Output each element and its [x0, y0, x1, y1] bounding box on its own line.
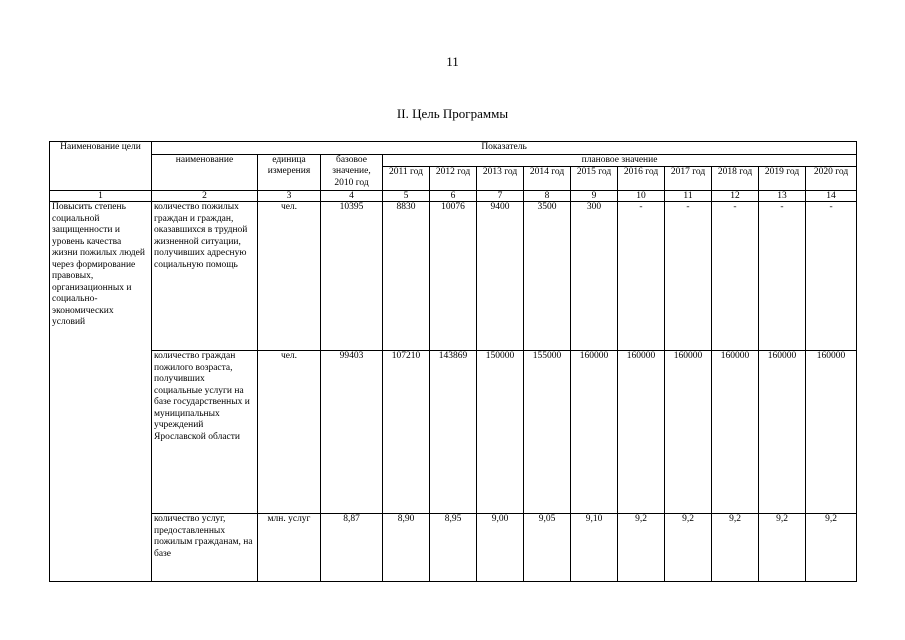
- indicator-value: -: [618, 202, 665, 351]
- indicator-value: 150000: [477, 351, 524, 514]
- table-row: [50, 514, 857, 582]
- indicator-value: -: [759, 202, 806, 351]
- header-year: 2019 год: [759, 167, 806, 191]
- column-number: 7: [477, 191, 524, 202]
- indicator-value: -: [806, 202, 857, 351]
- header-year: 2016 год: [618, 167, 665, 191]
- column-number: 10: [618, 191, 665, 202]
- header-planned: плановое значение: [383, 154, 857, 167]
- indicator-value: 8,95: [430, 514, 477, 582]
- indicator-value: 3500: [524, 202, 571, 351]
- column-number: 3: [258, 191, 321, 202]
- indicator-name: количество граждан пожилого возраста, получивших социальные услуги на базе государственных и муниципальных учреждений Ярославской области: [152, 351, 258, 514]
- goal-cell: Повысить степень социальной защищенности и уровень качества жизни пожилых людей через формирование правовых, организационных и социально-экономических условий: [50, 202, 152, 582]
- header-year: 2012 год: [430, 167, 477, 191]
- header-year: 2014 год: [524, 167, 571, 191]
- indicator-value: 9,00: [477, 514, 524, 582]
- column-number: 2: [152, 191, 258, 202]
- column-number: 5: [383, 191, 430, 202]
- indicator-value: 160000: [571, 351, 618, 514]
- page-number: 11: [446, 54, 459, 69]
- section-title: II. Цель Программы: [396, 106, 509, 121]
- header-year: 2013 год: [477, 167, 524, 191]
- indicator-value: 9,2: [665, 514, 712, 582]
- header-indicator: Показатель: [152, 142, 857, 155]
- indicator-unit: чел.: [258, 351, 321, 514]
- indicator-base: 8,87: [321, 514, 383, 582]
- indicator-unit: млн. услуг: [258, 514, 321, 582]
- indicator-value: 9,2: [618, 514, 665, 582]
- header-year: 2017 год: [665, 167, 712, 191]
- indicator-value: 9400: [477, 202, 524, 351]
- header-year: 2011 год: [383, 167, 430, 191]
- header-year: 2015 год: [571, 167, 618, 191]
- indicator-value: 8830: [383, 202, 430, 351]
- indicator-value: -: [712, 202, 759, 351]
- header-base: базовое значение, 2010 год: [321, 154, 383, 191]
- column-number: 14: [806, 191, 857, 202]
- header-name: наименование: [152, 154, 258, 191]
- indicator-value: 160000: [618, 351, 665, 514]
- column-number: 6: [430, 191, 477, 202]
- goal-table: [49, 141, 857, 582]
- column-number: 11: [665, 191, 712, 202]
- indicator-value: 9,2: [712, 514, 759, 582]
- indicator-name: количество услуг, предоставленных пожилым гражданам, на базе: [152, 514, 258, 582]
- column-number: 8: [524, 191, 571, 202]
- indicator-value: 8,90: [383, 514, 430, 582]
- indicator-value: 160000: [759, 351, 806, 514]
- indicator-value: 9,10: [571, 514, 618, 582]
- column-number: 12: [712, 191, 759, 202]
- indicator-unit: чел.: [258, 202, 321, 351]
- indicator-base: 10395: [321, 202, 383, 351]
- indicator-value: 9,2: [806, 514, 857, 582]
- column-number: 1: [50, 191, 152, 202]
- header-unit: единица измерения: [258, 154, 321, 191]
- header-year: 2020 год: [806, 167, 857, 191]
- column-number: 13: [759, 191, 806, 202]
- indicator-value: 160000: [806, 351, 857, 514]
- column-number: 4: [321, 191, 383, 202]
- indicator-value: 143869: [430, 351, 477, 514]
- indicator-value: 155000: [524, 351, 571, 514]
- indicator-value: 300: [571, 202, 618, 351]
- indicator-value: 9,05: [524, 514, 571, 582]
- indicator-value: 160000: [712, 351, 759, 514]
- indicator-base: 99403: [321, 351, 383, 514]
- table-row: [50, 202, 857, 351]
- indicator-value: 10076: [430, 202, 477, 351]
- indicator-value: 9,2: [759, 514, 806, 582]
- indicator-value: 160000: [665, 351, 712, 514]
- indicator-value: 107210: [383, 351, 430, 514]
- column-number: 9: [571, 191, 618, 202]
- header-goal: Наименование цели: [50, 142, 152, 191]
- header-year: 2018 год: [712, 167, 759, 191]
- indicator-name: количество пожилых граждан и граждан, оказавшихся в трудной жизненной ситуации, получивших адресную социальную помощь: [152, 202, 258, 351]
- indicator-value: -: [665, 202, 712, 351]
- table-row: [50, 351, 857, 514]
